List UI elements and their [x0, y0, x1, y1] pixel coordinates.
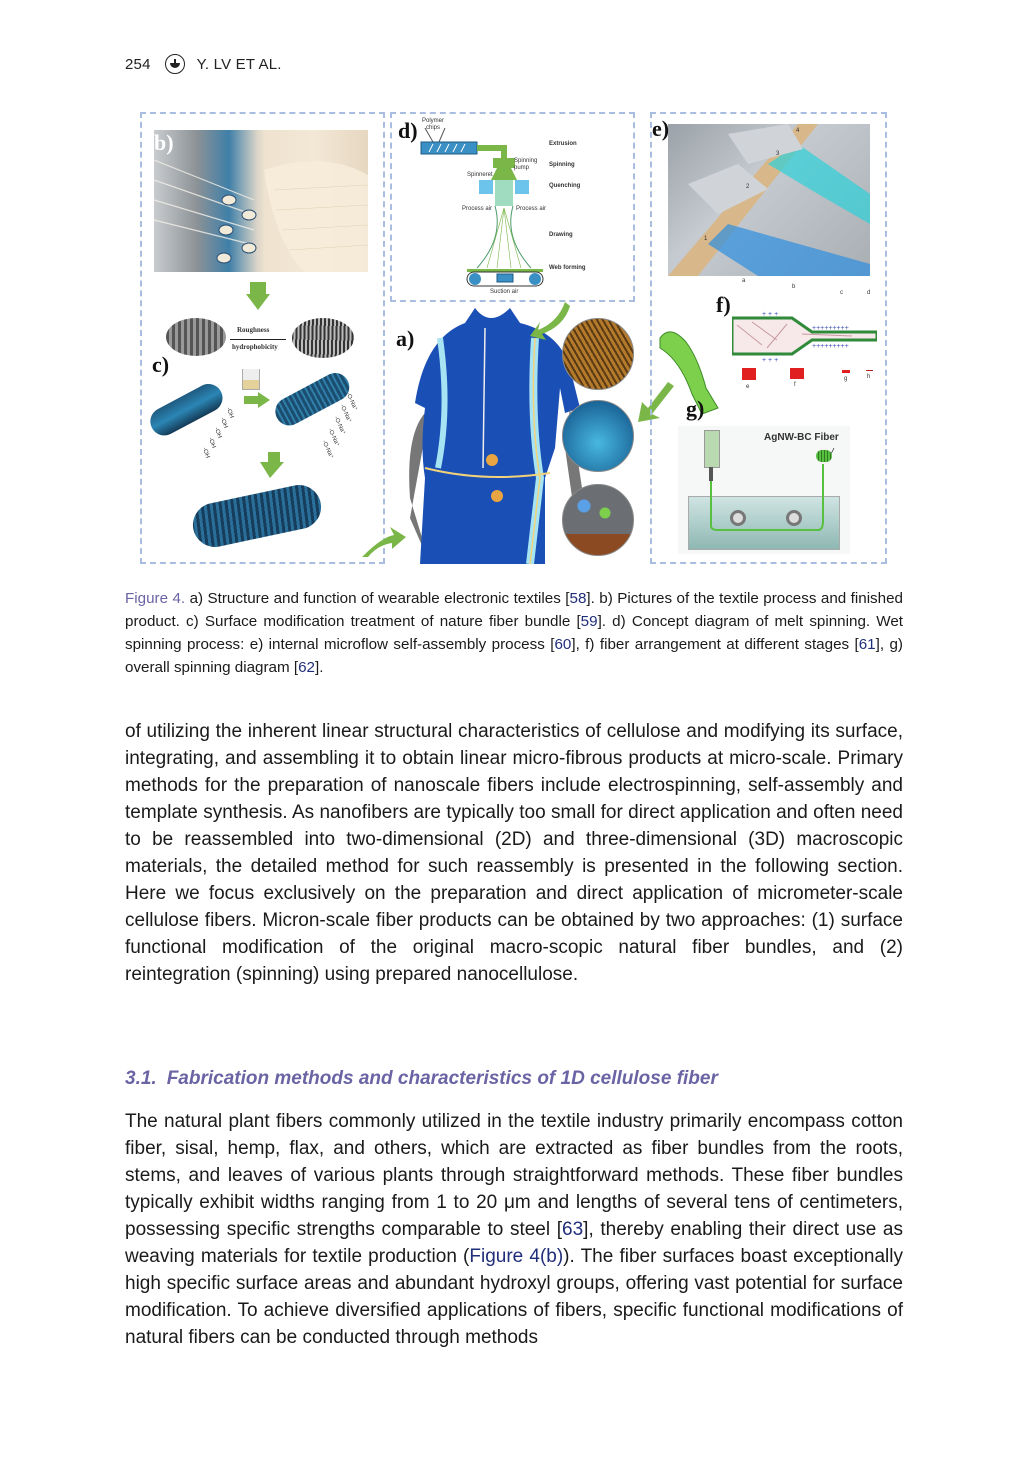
figure-label: Figure 4. [125, 590, 186, 607]
citation-58[interactable]: 58 [569, 590, 587, 607]
stage-web-forming: Web forming [549, 265, 586, 271]
green-curved-arrow-icon [530, 302, 570, 342]
stage-g-block [842, 370, 850, 373]
agnw-bc-fiber-label: AgNW-BC Fiber [764, 432, 839, 443]
sem-image-before [166, 318, 226, 356]
hydroxyl-group-labels [200, 406, 242, 470]
process-air-left-label: Process air [462, 206, 493, 212]
citation-59[interactable]: 59 [580, 613, 598, 630]
svg-text:+ + +: + + + [762, 311, 779, 318]
stage-letter-row-bottom [742, 366, 882, 394]
green-fiber-path [678, 426, 850, 554]
channel-number-1: 1 [704, 236, 708, 242]
panel-right-dashed-frame [650, 112, 887, 564]
panel-d-dashed-frame [390, 112, 635, 302]
green-down-left-arrow-icon [260, 452, 284, 478]
stage-letter-b: b [792, 284, 796, 290]
hydroxyl-label: -OH [224, 406, 235, 420]
textile-photo-art [154, 130, 368, 272]
publisher-lamp-icon [165, 54, 185, 74]
hydrophobicity-label: hydrophobicity [232, 343, 278, 351]
sodium-label: -O-Na⁺ [320, 439, 335, 460]
page-number: 254 [125, 55, 151, 73]
green-down-arrow-icon [246, 282, 270, 312]
polymer-chips-label: Polymer chips [421, 118, 444, 131]
hydroxyl-label: -OH [206, 436, 217, 450]
reagent-beaker [242, 369, 260, 390]
citation-60[interactable]: 60 [554, 636, 572, 653]
spinneret-label: Spinneret [467, 172, 493, 178]
panel-e-microfluidic-image [668, 124, 870, 276]
inset-nanofiber-network [562, 400, 634, 472]
panel-label-a: a) [396, 326, 415, 351]
stage-letter-g: g [844, 376, 848, 382]
stage-letter-a: a [742, 278, 746, 284]
stage-letter-d: d [867, 290, 871, 296]
section-heading [125, 1068, 718, 1090]
hydroxyl-label: -OH [218, 416, 229, 430]
stage-letter-e: e [746, 384, 750, 390]
paragraph-text: ], thereby enabling their direct use as weaving materials for textile production ( [125, 1219, 903, 1267]
spinning-pump-label: Spinning pump [514, 158, 538, 171]
panel-label-b: b) [154, 130, 174, 155]
panel-g-spinning-bath [678, 426, 850, 554]
suction-air-label: Suction air [490, 289, 519, 295]
body-paragraph-1: of utilizing the inherent linear structural characteristics of cellulose and modifying its surface, integrating, and assembling it to obtain linear micro-fibrous products at micro-scale. Primary methods for the preparation of nanoscale fibers include electrospinning, self-assembly and template synthesis. As nanofibers are typically too small for direct application and often need to be reassembled into two-dimensional (2D) and three-dimensional (3D) macroscopic materials, the detailed method for such reassembly is presented in the following section. Here we focus exclusively on the preparation and direct application of micrometer-scale cellulose fibers. Micron-scale fiber products can be obtained by two approaches: (1) surface functional modification of the original macro-scopic natural fiber bundles, and (2) reintegration (spinning) using prepared nanocellulose. [125, 721, 903, 985]
stage-h-block [866, 370, 873, 371]
running-head-authors: Y. LV ET AL. [196, 55, 282, 73]
panel-label-g: g) [686, 396, 705, 421]
panel-label-e: e) [652, 116, 670, 141]
caption-text: ]. [314, 659, 324, 676]
stage-letter-c: c [840, 290, 843, 296]
roughness-label: Roughness [237, 326, 270, 334]
channel-number-4: 4 [796, 128, 800, 134]
sodium-label: -O-Na⁺ [326, 427, 341, 448]
stage-quenching: Quenching [549, 183, 581, 189]
hydroxyl-label: -OH [212, 426, 223, 440]
assembled-fiber-bundle [189, 481, 325, 551]
hydroxyl-label: -OH [200, 446, 211, 460]
stage-letter-h: h [867, 374, 871, 380]
channel-number-3: 3 [776, 151, 780, 157]
green-right-arrow-icon [244, 392, 270, 408]
fiber-collection-spool [816, 450, 832, 462]
channel-number-2: 2 [746, 184, 750, 190]
figure-caption [125, 587, 903, 679]
panel-b-photo [154, 130, 368, 272]
microflow-channel-art [668, 124, 870, 276]
stage-spinning: Spinning [549, 162, 575, 168]
inset-conductive-yarn [562, 318, 634, 390]
sodium-label: -O-Na⁺ [338, 403, 353, 424]
citation-63[interactable]: 63 [562, 1219, 584, 1240]
sodium-label: -O-Na⁺ [344, 391, 359, 412]
citation-62[interactable]: 62 [298, 659, 315, 676]
section-number: 3.1. [125, 1068, 157, 1089]
svg-text:+++++++++: +++++++++ [812, 343, 849, 350]
stage-extrusion: Extrusion [549, 141, 577, 147]
sodium-group-labels [320, 391, 372, 468]
stage-f-block [790, 368, 804, 379]
process-air-right-label: Process air [516, 206, 547, 212]
citation-61[interactable]: 61 [858, 636, 876, 653]
stage-e-block [742, 368, 756, 380]
panel-label-c: c) [152, 352, 170, 377]
stage-drawing: Drawing [549, 232, 573, 238]
figure-4b-link[interactable]: Figure 4(b) [469, 1246, 564, 1267]
panel-label-d: d) [398, 118, 418, 143]
running-header [125, 54, 282, 74]
svg-text:+++++++++: +++++++++ [812, 325, 849, 332]
svg-text:+ + +: + + + [762, 357, 779, 362]
inset-ion-sensor [562, 484, 634, 556]
sodium-label: -O-Na⁺ [332, 415, 347, 436]
panel-label-f: f) [716, 292, 731, 317]
body-paragraph-2 [125, 1108, 903, 1351]
caption-text: ]. b) Pictures of the textile process and finished product. c) Surface modification treatment of nature fiber bundle [ [125, 590, 903, 630]
green-curved-arrow-icon [362, 527, 406, 557]
figure-4 [140, 112, 890, 564]
caption-text: ]. d) Concept diagram of melt spinning. Wet spinning process: e) internal microflow self-assembly process [ [125, 613, 904, 653]
panel-a-wearable-suit [370, 308, 650, 564]
stage-letter-row-top [732, 278, 877, 296]
caption-text: ], g) overall spinning diagram [ [125, 636, 903, 676]
caption-text: ], f) fiber arrangement at different stages [ [571, 636, 859, 653]
paragraph-text: The natural plant fibers commonly utilized in the textile industry primarily encompass cotton fiber, sisal, hemp, flax, and others, which are extracted as fiber bundles from the roots, stems, and leaves of various plants through straightforward methods. These fiber bundles typically exhibit widths ranging from 1 to 20 μm and lengths of several tens of centimeters, possessing specific strengths comparable to steel [ [125, 1111, 903, 1240]
section-title: Fabrication methods and characteristics of 1D cellulose fiber [166, 1068, 718, 1089]
panel-left-dashed-frame [140, 112, 385, 564]
roughness-arrow [230, 339, 286, 340]
melt-spinning-diagram [417, 128, 557, 298]
sem-image-after [292, 318, 354, 358]
paragraph-text: ). The fiber surfaces boast exceptionally high specific surface areas and abundant hydroxyl groups, offering vast potential for surface modification. To achieve diversified applications of fibers, specific functional modifications of natural fibers can be conducted through methods [125, 1246, 903, 1348]
caption-text: a) Structure and function of wearable electronic textiles [ [185, 590, 570, 607]
fiber-alignment-diagram [732, 310, 877, 362]
stage-letter-f: f [794, 382, 796, 388]
